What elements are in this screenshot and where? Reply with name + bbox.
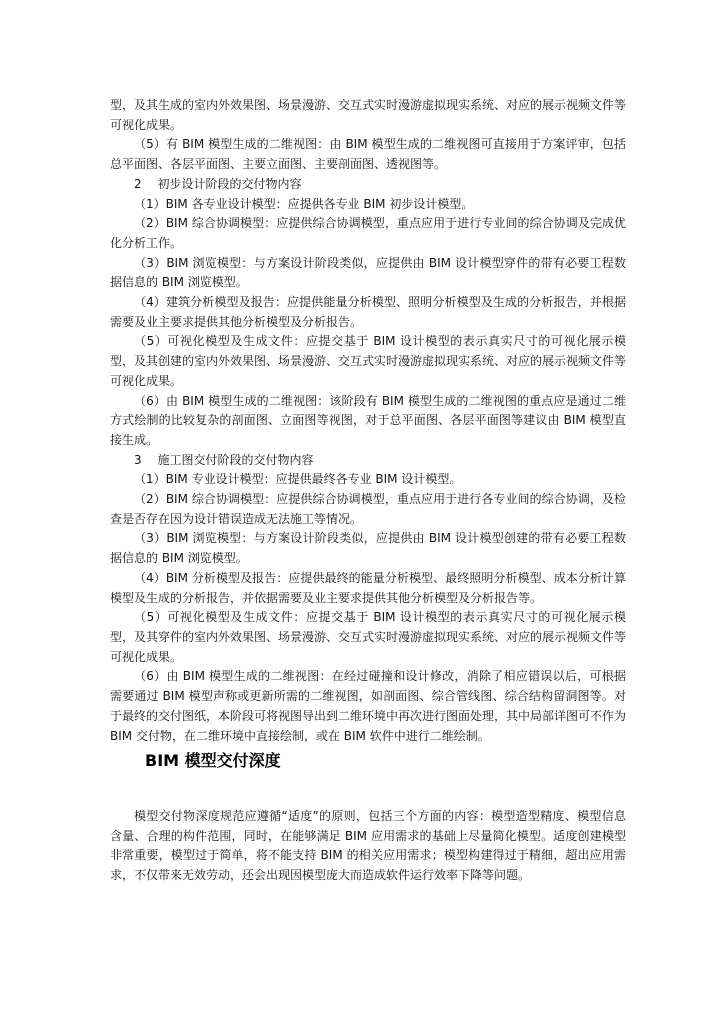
- section-title-3: 3 施工图交付阶段的交付物内容: [134, 452, 314, 467]
- section-heading: BIM 模型交付深度: [145, 751, 281, 770]
- paragraph: （2）BIM 综合协调模型：应提供综合协调模型，重点应用于进行各专业间的综合协调，及检查是否存在因为设计错误造成无法施工等情况。: [110, 492, 626, 526]
- paragraph: （4）建筑分析模型及报告：应提供能量分析模型、照明分析模型及生成的分析报告，并根据需要及业主要求提供其他分析模型及分析报告。: [110, 295, 626, 329]
- paragraph: （4）BIM 分析模型及报告：应提供最终的能量分析模型、最终照明分析模型、成本分析计算模型及生成的分析报告，并依据需要及业主要求提供其他分析模型及分析报告等。: [110, 570, 626, 605]
- paragraph: （1）BIM 各专业设计模型：应提供各专业 BIM 初步设计模型。: [134, 196, 474, 211]
- paragraph: （6）由 BIM 模型生成的二维视图：在经过碰撞和设计修改，消除了相应错误以后，可根据需要通过 BIM 模型声称或更新所需的二维视图，如剖面图、综合管线图、综合结构留洞图等。对于最终的交付图纸，本阶段可将视图导出到二维环境中再次进行图面处理，其中局部详图可不作为 BIM 交付物，在二维环境中直接绘制，或在 BIM 软件中进行二维绘制。: [110, 669, 627, 743]
- section-title-2: 2 初步设计阶段的交付物内容: [134, 176, 302, 191]
- tail-text: [110, 807, 626, 886]
- paragraph: （3）BIM 浏览模型：与方案设计阶段类似，应提供由 BIM 设计模型创建的带有必要工程数据信息的 BIM 浏览模型。: [110, 531, 626, 566]
- paragraph: （5）可视化模型及生成文件：应提交基于 BIM 设计模型的表示真实尺寸的可视化展示模型，及其穿件的室内外效果图、场景漫游、交互式实时漫游虚拟现实系统、对应的展示视频文件等可视化成果。: [110, 610, 627, 664]
- paragraph: 型，及其生成的室内外效果图、场景漫游、交互式实时漫游虚拟现实系统、对应的展示视频文件等可视化成果。: [110, 98, 627, 132]
- paragraph: （1）BIM 专业设计模型：应提供最终各专业 BIM 设计模型。: [134, 472, 462, 487]
- paragraph: （6）由 BIM 模型生成的二维视图：该阶段有 BIM 模型生成的二维视图的重点应是通过二维方式绘制的比较复杂的剖面图、立面图等视图，对于总平面图、各层平面图等建议由 BIM 模型直接生成。: [110, 393, 626, 447]
- paragraph: 模型交付物深度规范应遵循“适度”的原则，包括三个方面的内容：模型造型精度、模型信息含量、合理的构件范围，同时，在能够满足 BIM 应用需求的基础上尽量简化模型。适度创建模型非常重要，模型过于简单，将不能支持 BIM 的相关应用需求；模型构建得过于精细，超出应用需求，不仅带来无效劳动，还会出现因模型庞大而造成软件运行效率下降等问题。: [110, 809, 626, 883]
- paragraph: （2）BIM 综合协调模型：应提供综合协调模型，重点应用于进行专业间的综合协调及完成优化分析工作。: [110, 216, 626, 250]
- paragraph: （5）可视化模型及生成文件：应提交基于 BIM 设计模型的表示真实尺寸的可视化展示模型，及其创建的室内外效果图、场景漫游、交互式实时漫游虚拟现实系统、对应的展示视频文件等可视化成果。: [110, 334, 627, 388]
- paragraph: （5）有 BIM 模型生成的二维视图：由 BIM 模型生成的二维视图可直接用于方案评审，包括总平面图、各层平面图、主要立面图、主要剖面图、透视图等。: [110, 137, 626, 172]
- paragraph: （3）BIM 浏览模型：与方案设计阶段类似，应提供由 BIM 设计模型穿件的带有必要工程数据信息的 BIM 浏览模型。: [110, 255, 626, 290]
- body-text: [110, 96, 626, 746]
